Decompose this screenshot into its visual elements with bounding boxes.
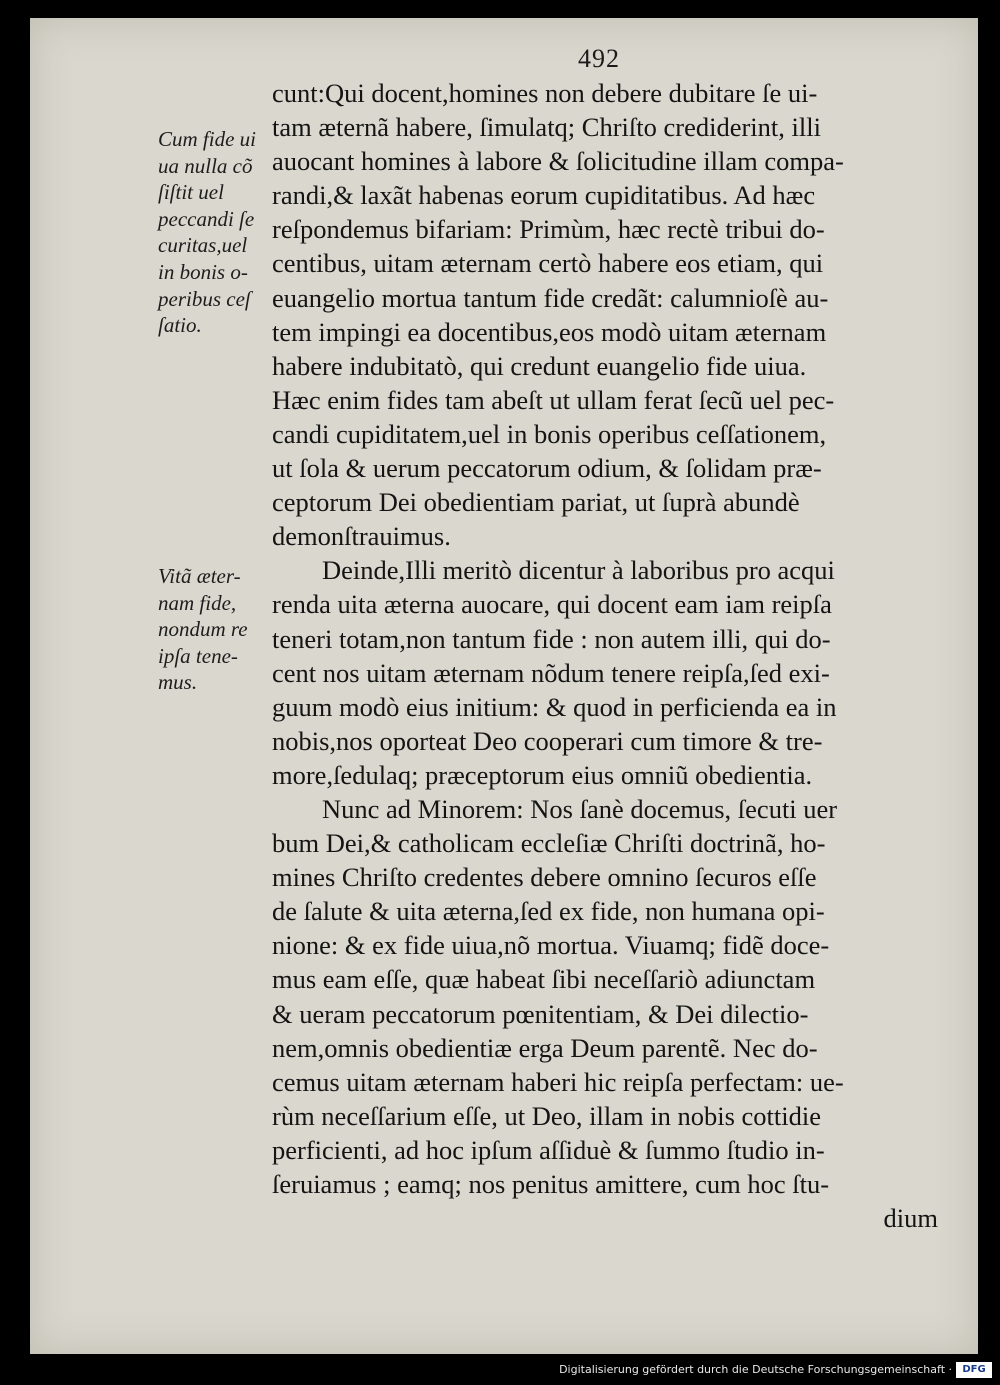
text-line: euangelio mortua tantum fide credãt: calumnioſè au-: [272, 282, 829, 313]
marginal-line: curitas,uel: [158, 233, 248, 258]
text-line: cemus uitam æternam haberi hic reipſa perfectam: ue-: [272, 1066, 844, 1097]
marginal-line: ſiſtit uel: [158, 180, 224, 205]
page-number: 492: [578, 44, 620, 73]
text-line: nione: & ex fide uiua,nõ mortua. Viuamq; fidẽ doce-: [272, 930, 830, 961]
marginal-line: nondum re: [158, 617, 248, 642]
text-line: de ſalute & uita æterna,ſed ex fide, non humana opi-: [272, 896, 825, 927]
text-line: habere indubitatò, qui credunt euangelio fide uiua.: [272, 350, 807, 381]
text-line: centibus, uitam æternam certò habere eos etiam, qui: [272, 248, 824, 279]
marginal-line: in bonis o-: [158, 259, 248, 284]
marginal-note-uita-aeterna: [158, 563, 278, 696]
text-line: auocant homines à labore & ſolicitudine illam compa-: [272, 146, 844, 177]
text-line: bum Dei,& catholicam eccleſiæ Chriſti doctrinã, ho-: [272, 828, 826, 859]
text-line: nobis,nos oporteat Deo cooperari cum timore & tre-: [272, 725, 823, 756]
text-line: guum modò eius initium: & quod in perficienda ea in: [272, 691, 837, 722]
text-line: ſeruiamus ; eamq; nos penitus amittere, cum hoc ſtu-: [272, 1169, 830, 1199]
text-line: tem impingi ea docentibus,eos modò uitam æternam: [272, 316, 827, 347]
text-line: mus eam eſſe, quæ habeat ſibi neceſſariò adiunctam: [272, 964, 816, 995]
text-line: rùm neceſſarium eſſe, ut Deo, illam in nobis cottidie: [272, 1100, 821, 1131]
text-line: ceptorum Dei obedientiam pariat, ut ſuprà abundè: [272, 487, 800, 518]
marginal-note-fide-uiua: [158, 126, 278, 339]
catchword: dium: [883, 1203, 938, 1234]
text-line: cent nos uitam æternam nõdum tenere reipſa,ſed exi-: [272, 657, 830, 688]
marginal-line: ſatio.: [158, 313, 202, 338]
text-line: Nunc ad Minorem: Nos ſanè docemus, ſecuti uer: [322, 793, 838, 824]
main-text-block: [272, 76, 952, 1235]
text-line: nem,omnis obedientiæ erga Deum parentẽ. Nec do-: [272, 1032, 818, 1063]
text-line: perficienti, ad hoc ipſum aſſiduè & ſummo ſtudio in-: [272, 1134, 825, 1165]
marginal-line: nam fide,: [158, 590, 237, 615]
marginal-line: ua nulla cõ: [158, 153, 253, 178]
text-line: teneri totam,non tantum fide : non autem illi, qui do-: [272, 623, 831, 654]
text-line: demonſtrauimus.: [272, 521, 451, 552]
text-line: tam æternã habere, ſimulatq; Chriſto crediderint, illi: [272, 112, 821, 143]
text-line: randi,& laxãt habenas eorum cupiditatibus. Ad hæc: [272, 180, 816, 211]
dfg-logo: DFG: [956, 1362, 992, 1378]
marginal-line: ipſa tene-: [158, 643, 238, 668]
text-line: reſpondemus bifariam: Primùm, hæc rectè tribui do-: [272, 214, 825, 245]
text-line: cunt:Qui docent,homines non debere dubitare ſe ui-: [272, 78, 818, 108]
marginal-line: peccandi ſe: [158, 206, 255, 231]
text-line: Deinde,Illi meritò dicentur à laboribus pro acqui: [322, 555, 835, 586]
text-line: ut ſola & uerum peccatorum odium, & ſolidam præ-: [272, 453, 822, 484]
marginal-line: Vitã æter-: [158, 564, 241, 588]
marginal-line: Cum fide ui: [158, 127, 256, 151]
marginal-line: peribus ceſ: [158, 286, 251, 311]
marginal-line: mus.: [158, 670, 198, 695]
text-line: & ueram peccatorum pœnitentiam, & Dei dilectio-: [272, 998, 809, 1029]
text-line: Hæc enim fides tam abeſt ut ullam ferat ſecũ uel pec-: [272, 384, 835, 415]
text-line: more,ſedulaq; præceptorum eius omniũ obedientia.: [272, 759, 813, 790]
text-line: mines Chriſto credentes debere omnino ſecuros eſſe: [272, 862, 817, 893]
text-line: candi cupiditatem,uel in bonis operibus ceſſationem,: [272, 418, 827, 449]
text-line: renda uita æterna auocare, qui docent eam iam reipſa: [272, 589, 832, 620]
digitization-credit: Digitalisierung gefördert durch die Deutsche Forschungsgemeinschaft ·: [559, 1363, 952, 1376]
